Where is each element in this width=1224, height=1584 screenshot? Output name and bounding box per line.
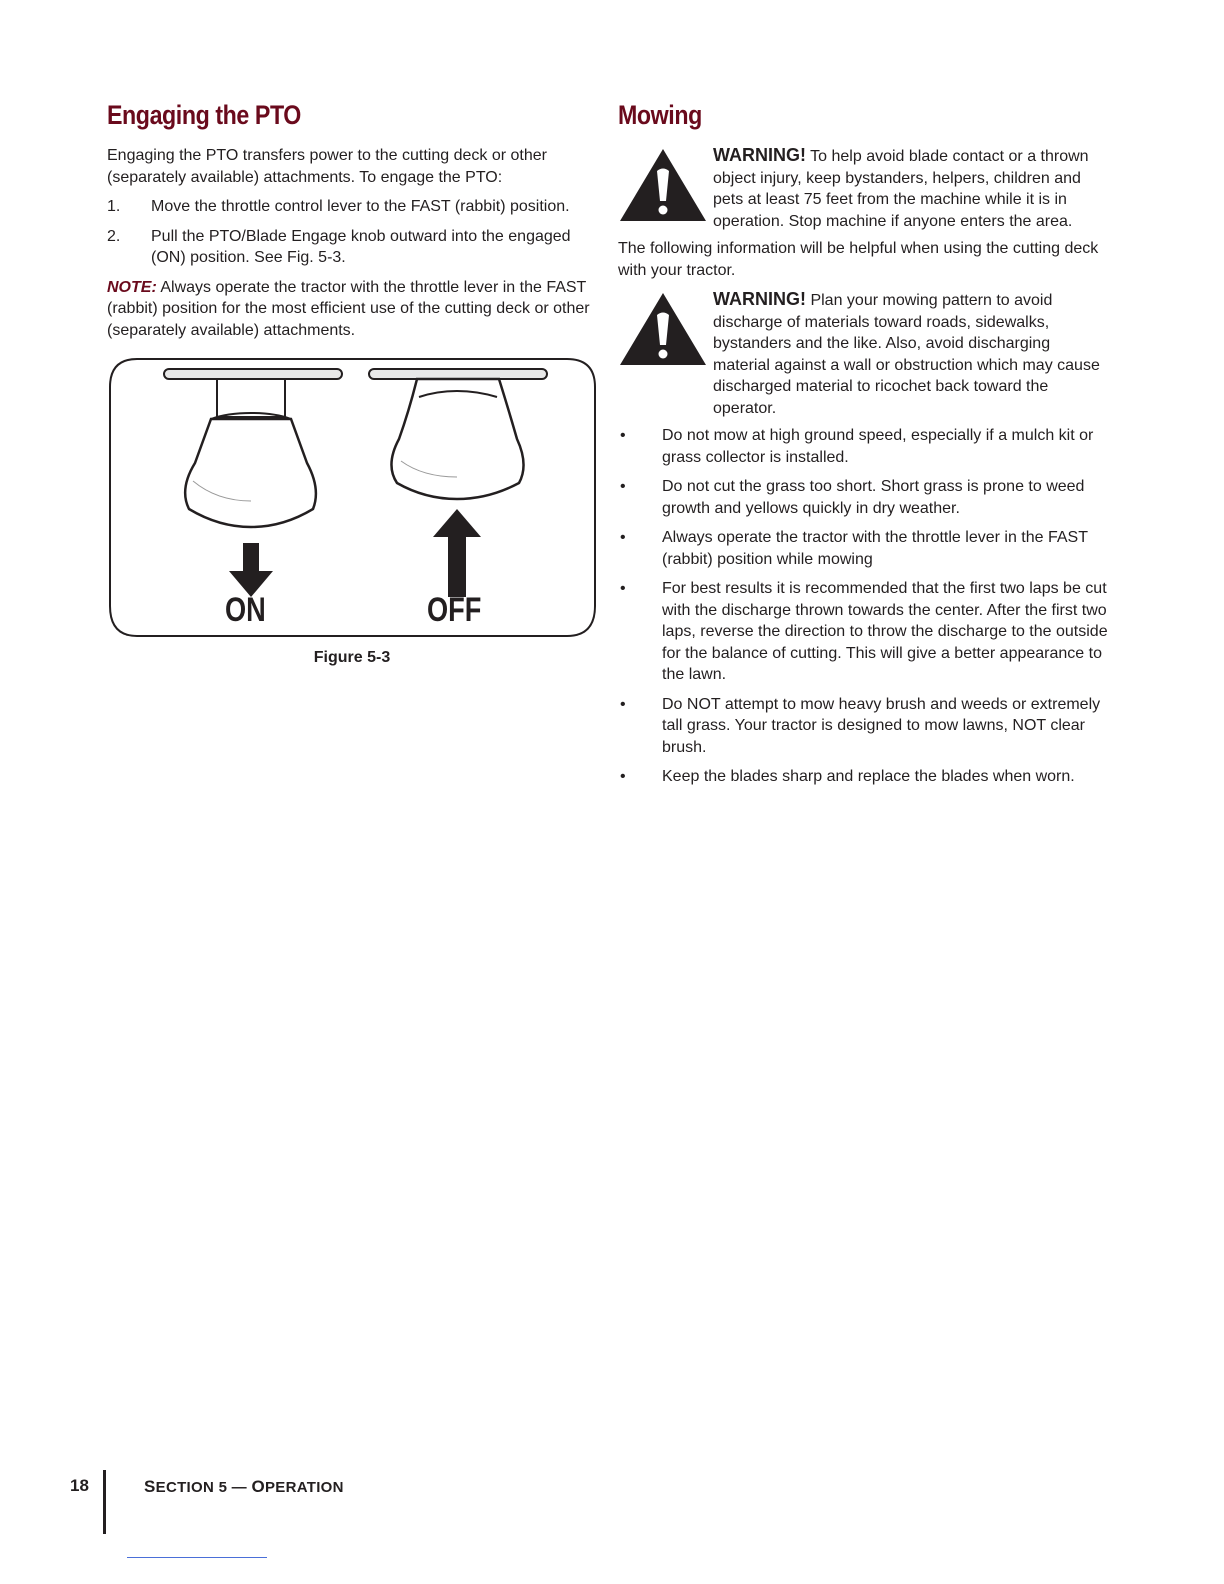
list-item-text: Keep the blades sharp and replace the blades when worn. <box>662 768 1075 785</box>
section-text: PERATION <box>264 1479 344 1496</box>
list-item-text: For best results it is recommended that the first two laps be cut with the discharge thrown towards the center. After the first two laps, reverse the direction to throw the discharge to the outside for the balance of cutting. This will give a better appearance to the lawn. <box>662 580 1108 683</box>
bullet: • <box>620 427 626 444</box>
warning-triangle-icon <box>618 145 708 225</box>
bullet: • <box>620 529 626 546</box>
pto-intro: Engaging the PTO transfers power to the cutting deck or other (separately available) attachments. To engage the PTO: <box>107 147 547 186</box>
list-item-text: Do NOT attempt to mow heavy brush and weeds or extremely tall grass. Your tractor is designed to mow lawns, NOT clear brush. <box>662 695 1101 756</box>
figure-5-3 <box>107 351 597 641</box>
step-number: 2. <box>107 227 121 245</box>
heading-mowing: Mowing <box>618 100 702 130</box>
pto-steps-list <box>107 196 597 269</box>
warning-body: To help avoid blade contact or a thrown object injury, keep bystanders, helpers, children and pets at least 75 feet from the machine while it is in operation. Stop machine if anyone enters the area. <box>713 148 1089 230</box>
list-item-text: Do not mow at high ground speed, especially if a mulch kit or grass collector is installed. <box>662 427 1094 466</box>
bullet: • <box>620 695 626 713</box>
warning-text <box>713 289 1108 419</box>
section-initial: O <box>251 1477 265 1496</box>
mowing-info: The following information will be helpful when using the cutting deck with your tractor. <box>618 240 1099 279</box>
note-text: Always operate the tractor with the throttle lever in the FAST (rabbit) position for the most efficient use of the cutting deck or other (separately available) attachments. <box>107 278 590 339</box>
list-item <box>618 527 1108 570</box>
warning-text <box>713 145 1108 232</box>
section-title <box>144 1477 344 1497</box>
page-number: 18 <box>70 1476 89 1495</box>
warning-title: WARNING! <box>713 145 806 165</box>
step-text: Pull the PTO/Blade Engage knob outward into the engaged (ON) position. See Fig. 5-3. <box>151 227 571 266</box>
pto-knob-illustration <box>107 351 597 641</box>
warning-block <box>618 145 1108 232</box>
step-number: 1. <box>107 198 121 215</box>
warning-title: WARNING! <box>713 289 806 309</box>
warning-body: Plan your mowing pattern to avoid discharge of materials toward roads, sidewalks, bystanders and the like. Also, avoid discharging material against a wall or obstruction which may cause discharged material to ricochet back toward the operator. <box>713 292 1100 417</box>
right-column <box>618 100 1108 796</box>
bullet: • <box>620 768 626 785</box>
step-text: Move the throttle control lever to the FAST (rabbit) position. <box>151 198 570 215</box>
section-text: ECTION 5 — <box>155 1479 252 1496</box>
heading-engaging-pto: Engaging the PTO <box>107 100 301 130</box>
step-item <box>107 196 597 218</box>
figure-frame <box>110 359 595 636</box>
list-item <box>618 766 1108 788</box>
left-column <box>107 100 597 667</box>
bottom-link-line <box>127 1557 267 1558</box>
mowing-tips-list <box>618 425 1108 788</box>
warning-triangle-icon <box>618 289 708 369</box>
warning-block <box>618 289 1108 419</box>
figure-caption: Figure 5-3 <box>313 649 391 666</box>
label-off: OFF <box>427 591 482 629</box>
list-item <box>618 694 1108 759</box>
step-item <box>107 226 597 269</box>
bullet: • <box>620 478 626 495</box>
note-paragraph <box>107 277 597 342</box>
list-item <box>618 425 1108 468</box>
list-item <box>618 476 1108 519</box>
list-item-text: Do not cut the grass too short. Short grass is prone to weed growth and yellows quickly in dry weather. <box>662 478 1085 517</box>
footer-divider <box>103 1470 106 1534</box>
label-on: ON <box>225 591 266 629</box>
section-initial: S <box>144 1477 156 1496</box>
bullet: • <box>620 580 626 597</box>
note-label: NOTE: <box>107 278 157 296</box>
list-item-text: Always operate the tractor with the throttle lever in the FAST (rabbit) position while mowing <box>662 529 1088 568</box>
list-item <box>618 578 1108 686</box>
